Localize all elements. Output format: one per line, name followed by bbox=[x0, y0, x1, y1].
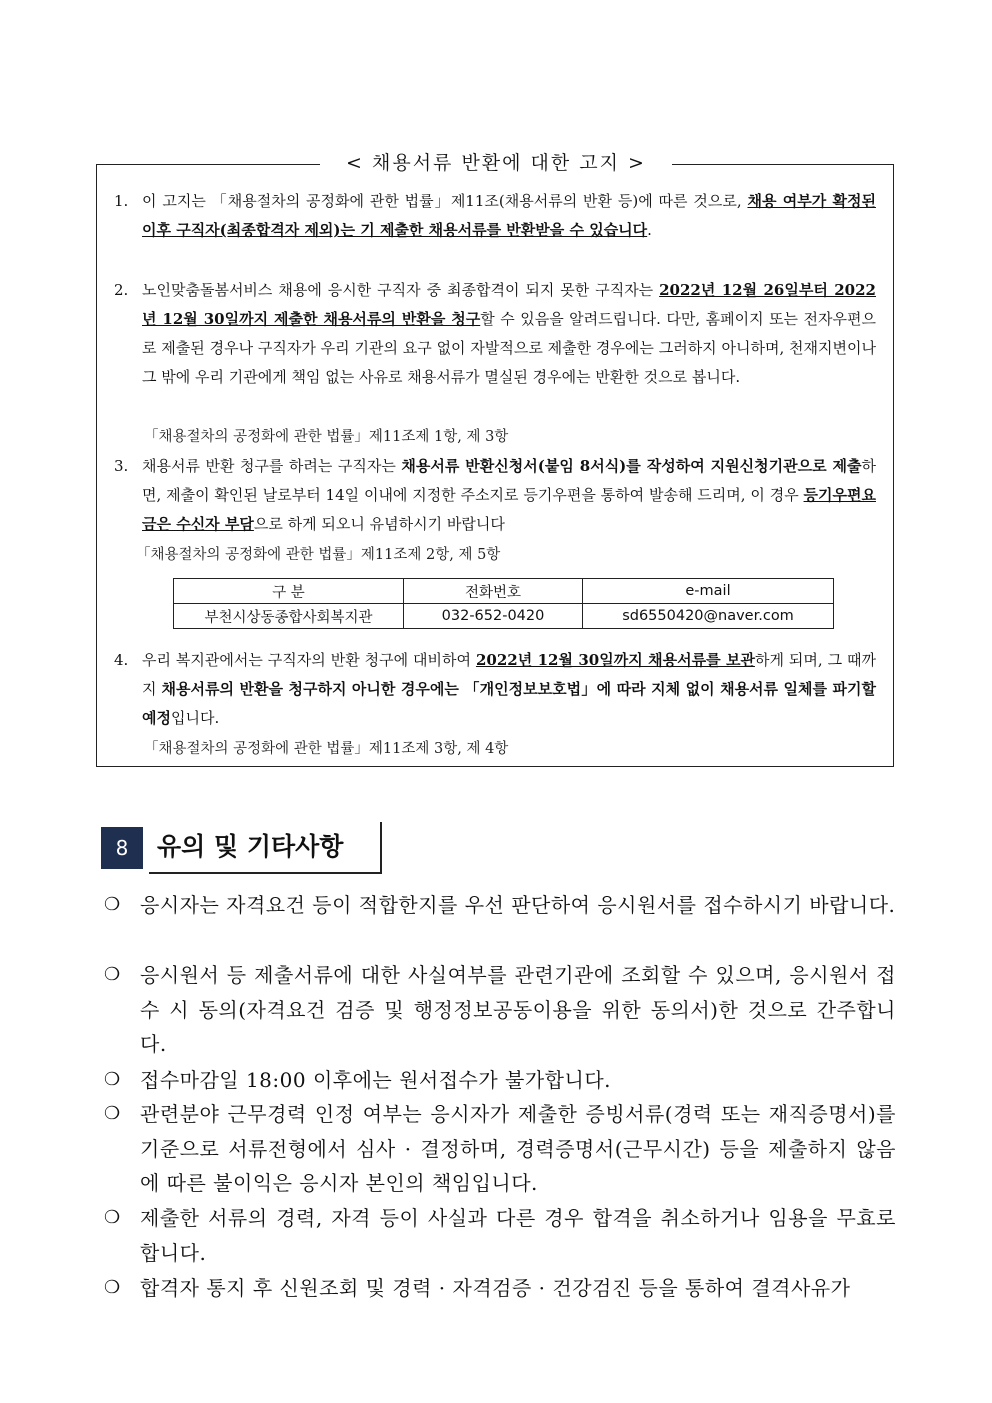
list-item: ❍ 응시원서 등 제출서류에 대한 사실여부를 관련기관에 조회할 수 있으며, 응시원서 접수 시 동의(자격요건 검증 및 행정정보공동이용을 위한 동의서)한 것으로 간주합니다. bbox=[104, 958, 896, 1062]
circle-bullet-icon: ❍ bbox=[104, 1207, 121, 1228]
notice-item-3: 3. 채용서류 반환 청구를 하려는 구직자는 채용서류 반환신청서(붙임 8서식)를 작성하여 지원신청기관으로 제출하면, 제출이 확인된 날로부터 14일 이내에 지정한 주소지로 등기우편을 통하여 발송해 드리며, 이 경우 등기우편요금은 수신자 부담으로 하게 되오니 유념하시기 바랍니다 bbox=[114, 457, 876, 533]
notice-item-2: 2. 노인맞춤돌봄서비스 채용에 응시한 구직자 중 최종합격이 되지 못한 구직자는 2022년 12월 26일부터 2022년 12월 30일까지 제출한 채용서류의 반환을 청구할 수 있음을 알려드립니다. 다만, 홈페이지 또는 전자우편으로 제출된 경우나 구직자가 우리 기관의 요구 없이 자발적으로 제출한 경우에는 그러하지 아니하며, 천재지변이나 그 밖에 우리 기관에게 책임 없는 사유로 채용서류가 멸실된 경우에는 반환한 것으로 봅니다. bbox=[114, 281, 876, 386]
list-item: ❍ 제출한 서류의 경력, 자격 등이 사실과 다른 경우 합격을 취소하거나 임용을 무효로 합니다. bbox=[104, 1201, 896, 1270]
table-header-cell: 구 분 bbox=[174, 579, 404, 604]
circle-bullet-icon: ❍ bbox=[104, 964, 121, 985]
circle-bullet-icon: ❍ bbox=[104, 894, 121, 915]
table-cell: sd6550420@naver.com bbox=[583, 604, 834, 629]
circle-bullet-icon: ❍ bbox=[104, 1277, 121, 1298]
circle-bullet-icon: ❍ bbox=[104, 1103, 121, 1124]
list-item: ❍ 관련분야 근무경력 인정 여부는 응시자가 제출한 증빙서류(경력 또는 재직증명서)를 기준으로 서류전형에서 심사 · 결정하며, 경력증명서(근무시간) 등을 제출하지 않음에 따른 불이익은 응시자 본인의 책임입니다. bbox=[104, 1097, 896, 1201]
table-row bbox=[174, 604, 834, 629]
section-header-border bbox=[380, 822, 382, 874]
circle-bullet-icon: ❍ bbox=[104, 1069, 121, 1090]
list-item: ❍ 합격자 통지 후 신원조회 및 경력 · 자격검증 · 건강검진 등을 통하여 결격사유가 bbox=[104, 1271, 896, 1306]
law-reference-4: 「채용절차의 공정화에 관한 법률」제11조제 3항, 제 4항 bbox=[144, 741, 509, 757]
law-reference-2: 「채용절차의 공정화에 관한 법률」제11조제 1항, 제 3항 bbox=[144, 429, 509, 445]
table-cell: 032-652-0420 bbox=[404, 604, 583, 629]
list-item: ❍ 응시자는 자격요건 등이 적합한지를 우선 판단하여 응시원서를 접수하시기 바랍니다. bbox=[104, 888, 896, 923]
section-number-badge: 8 bbox=[101, 827, 143, 869]
notice-item-4: 4. 우리 복지관에서는 구직자의 반환 청구에 대비하여 2022년 12월 30일까지 채용서류를 보관하게 되며, 그 때까지 채용서류의 반환을 청구하지 아니한 경우에는 「개인정보보호법」에 따라 지체 없이 채용서류 일체를 파기할 예정입니다. bbox=[114, 651, 876, 727]
section-header-underline bbox=[149, 872, 382, 874]
section-title: 유의 및 기타사항 bbox=[157, 832, 344, 861]
table-cell: 부천시상동종합사회복지관 bbox=[174, 604, 404, 629]
notice-title: < 채용서류 반환에 대한 고지 > bbox=[0, 148, 992, 175]
list-item: ❍ 접수마감일 18:00 이후에는 원서접수가 불가합니다. bbox=[104, 1063, 896, 1098]
contact-table bbox=[173, 578, 834, 629]
notice-item-1: 1. 이 고지는 「채용절차의 공정화에 관한 법률」제11조(채용서류의 반환 등)에 따른 것으로, 채용 여부가 확정된 이후 구직자(최종합격자 제외)는 기 제출한 채용서류를 반환받을 수 있습니다. bbox=[114, 192, 876, 239]
table-header-cell: 전화번호 bbox=[404, 579, 583, 604]
table-header-cell: e-mail bbox=[583, 579, 834, 604]
law-reference-3: 「채용절차의 공정화에 관한 법률」제11조제 2항, 제 5항 bbox=[136, 547, 501, 563]
table-header-row bbox=[174, 579, 834, 604]
